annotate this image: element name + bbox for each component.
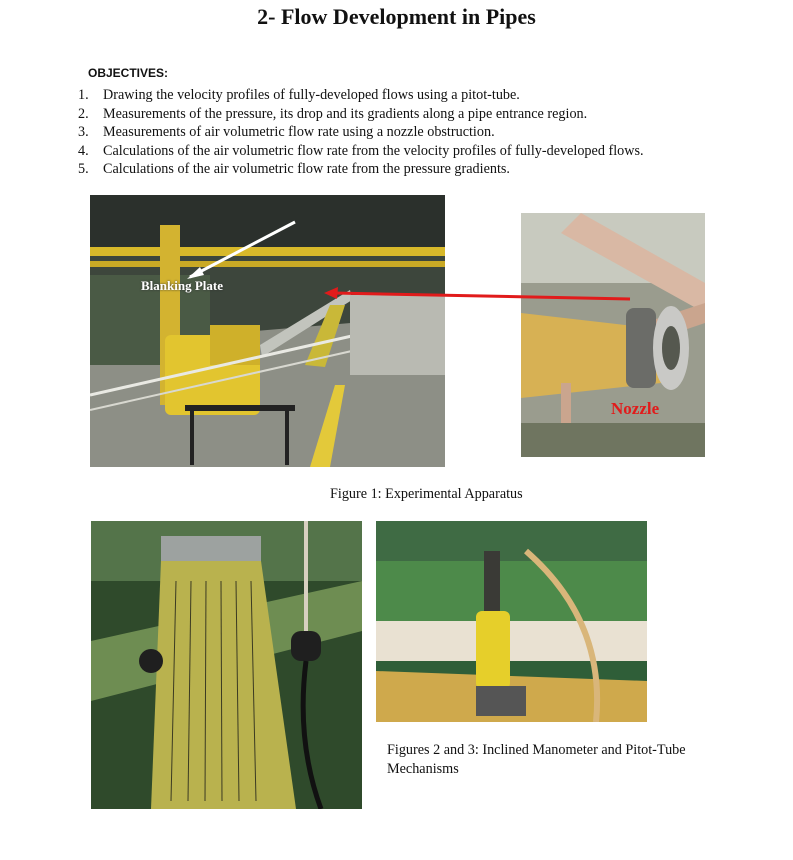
list-item [78,105,644,124]
pitot-tube-photo [376,521,647,722]
apparatus-photo [90,195,445,467]
manometer-photo [91,521,362,809]
nozzle-photo [521,213,705,457]
item-number: 3. [78,124,89,140]
list-item [78,86,644,105]
item-number: 5. [78,161,89,177]
item-text: Calculations of the air volumetric flow rate from the pressure gradients. [103,161,510,177]
blanking-plate-label: Blanking Plate [141,278,223,293]
item-text: Measurements of the pressure, its drop and its gradients along a pipe entrance region. [103,105,588,122]
item-number: 4. [78,142,89,159]
figure1-caption: Figure 1: Experimental Apparatus [330,486,523,502]
item-text: Drawing the velocity profiles of fully-developed flows using a pitot-tube. [103,87,520,103]
list-item [78,160,644,179]
figures23-caption: Figures 2 and 3: Inclined Manometer and Pitot-Tube Mechanisms [387,742,686,777]
list-item [78,123,644,142]
item-number: 2. [78,105,89,122]
list-item [78,142,644,161]
nozzle-label: Nozzle [611,399,660,418]
item-number: 1. [78,87,89,103]
page-title: 2- Flow Development in Pipes [257,4,536,29]
red-arrow-icon [320,285,632,309]
objectives-heading: OBJECTIVES: [88,66,169,80]
item-text: Calculations of the air volumetric flow rate from the velocity profiles of fully-developed flows. [103,142,644,159]
objectives-list [78,86,644,179]
item-text: Measurements of air volumetric flow rate using a nozzle obstruction. [103,124,495,140]
